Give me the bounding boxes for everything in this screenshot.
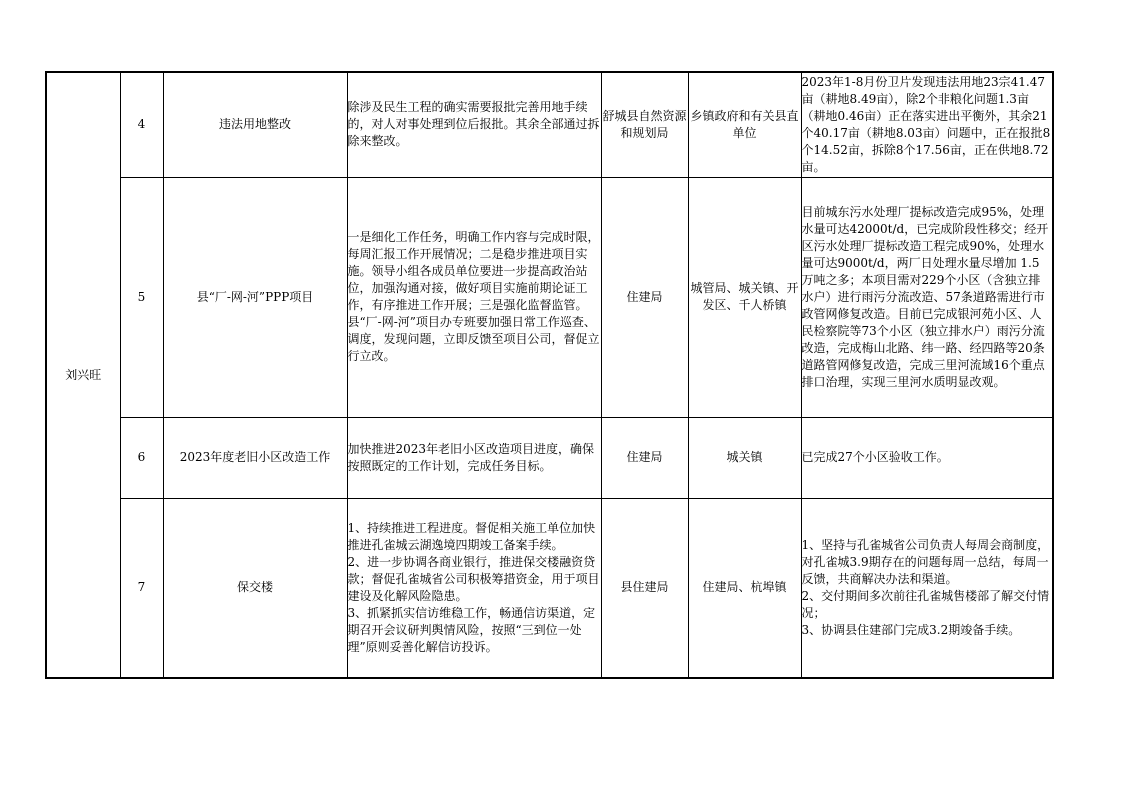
- lead-department: 住建局: [601, 417, 688, 498]
- leader-cell: 刘兴旺: [46, 72, 120, 678]
- task-progress: 1、坚持与孔雀城省公司负责人每周会商制度，对孔雀城3.9期存在的问题每周一总结，每周一反馈，共商解决办法和渠道。 2、交付期间多次前往孔雀城售楼部了解交付情况； 3、协调县住建部门完成3.2期竣备手续。: [801, 498, 1053, 678]
- lead-department: 县住建局: [601, 498, 688, 678]
- task-measure: 一是细化工作任务，明确工作内容与完成时限，每周汇报工作开展情况；二是稳步推进项目实施。领导小组各成员单位要进一步提高政治站位，加强沟通对接，做好项目实施前期论证工作，有序推进工作开展；三是强化监督监管。县“厂-网-河”项目办专班要加强日常工作巡查、调度，发现问题，立即反馈至项目公司，督促立行立改。: [347, 177, 601, 417]
- task-measure: 除涉及民生工程的确实需要报批完善用地手续的，对人对事处理到位后报批。其余全部通过拆除来整改。: [347, 72, 601, 177]
- task-progress: 目前城东污水处理厂提标改造完成95%，处理水量可达42000t/d，已完成阶段性移交；经开区污水处理厂提标改造工程完成90%，处理水量可达9000t/d，两厂日处理水量尽增加 1.5 万吨之多；本项目需对229个小区（含独立排水户）进行雨污分流改造、57条道路需进行市政管网修复改造。目前已完成银河苑小区、人民检察院等73个小区（独立排水户）雨污分流改造，完成梅山北路、纬一路、经四路等20条道路管网修复改造，完成三里河流域16个重点排口治理，实现三里河水质明显改观。: [801, 177, 1053, 417]
- cooperating-departments: 住建局、杭埠镇: [688, 498, 801, 678]
- task-measure: 1、持续推进工程进度。督促相关施工单位加快推进孔雀城云湖逸境四期竣工备案手续。 2、进一步协调各商业银行，推进保交楼融资贷款；督促孔雀城省公司积极筹措资金，用于项目建设及化解风险隐患。 3、抓紧抓实信访维稳工作，畅通信访渠道，定期召开会议研判舆情风险，按照“三到位一处理”原则妥善化解信访投诉。: [347, 498, 601, 678]
- row-number: 5: [120, 177, 163, 417]
- cooperating-departments: 城关镇: [688, 417, 801, 498]
- lead-department: 舒城县自然资源和规划局: [601, 72, 688, 177]
- row-number: 6: [120, 417, 163, 498]
- task-measure: 加快推进2023年老旧小区改造项目进度，确保按照既定的工作计划，完成任务目标。: [347, 417, 601, 498]
- task-table: [45, 71, 1054, 679]
- table-row: [46, 498, 1053, 678]
- lead-department: 住建局: [601, 177, 688, 417]
- task-progress: 已完成27个小区验收工作。: [801, 417, 1053, 498]
- task-name: 县“厂-网-河”PPP项目: [163, 177, 347, 417]
- task-progress: 2023年1-8月份卫片发现违法用地23宗41.47亩（耕地8.49亩），除2个非粮化问题1.3亩（耕地0.46亩）正在落实进出平衡外，其余21个40.17亩（耕地8.03亩）问题中，正在报批8个14.52亩，拆除8个17.56亩，正在供地8.72亩。: [801, 72, 1053, 177]
- cooperating-departments: 乡镇政府和有关县直单位: [688, 72, 801, 177]
- cooperating-departments: 城管局、城关镇、开发区、千人桥镇: [688, 177, 801, 417]
- table-row: [46, 72, 1053, 177]
- table-row: [46, 417, 1053, 498]
- task-name: 违法用地整改: [163, 72, 347, 177]
- table-row: [46, 177, 1053, 417]
- row-number: 4: [120, 72, 163, 177]
- row-number: 7: [120, 498, 163, 678]
- task-name: 保交楼: [163, 498, 347, 678]
- task-name: 2023年度老旧小区改造工作: [163, 417, 347, 498]
